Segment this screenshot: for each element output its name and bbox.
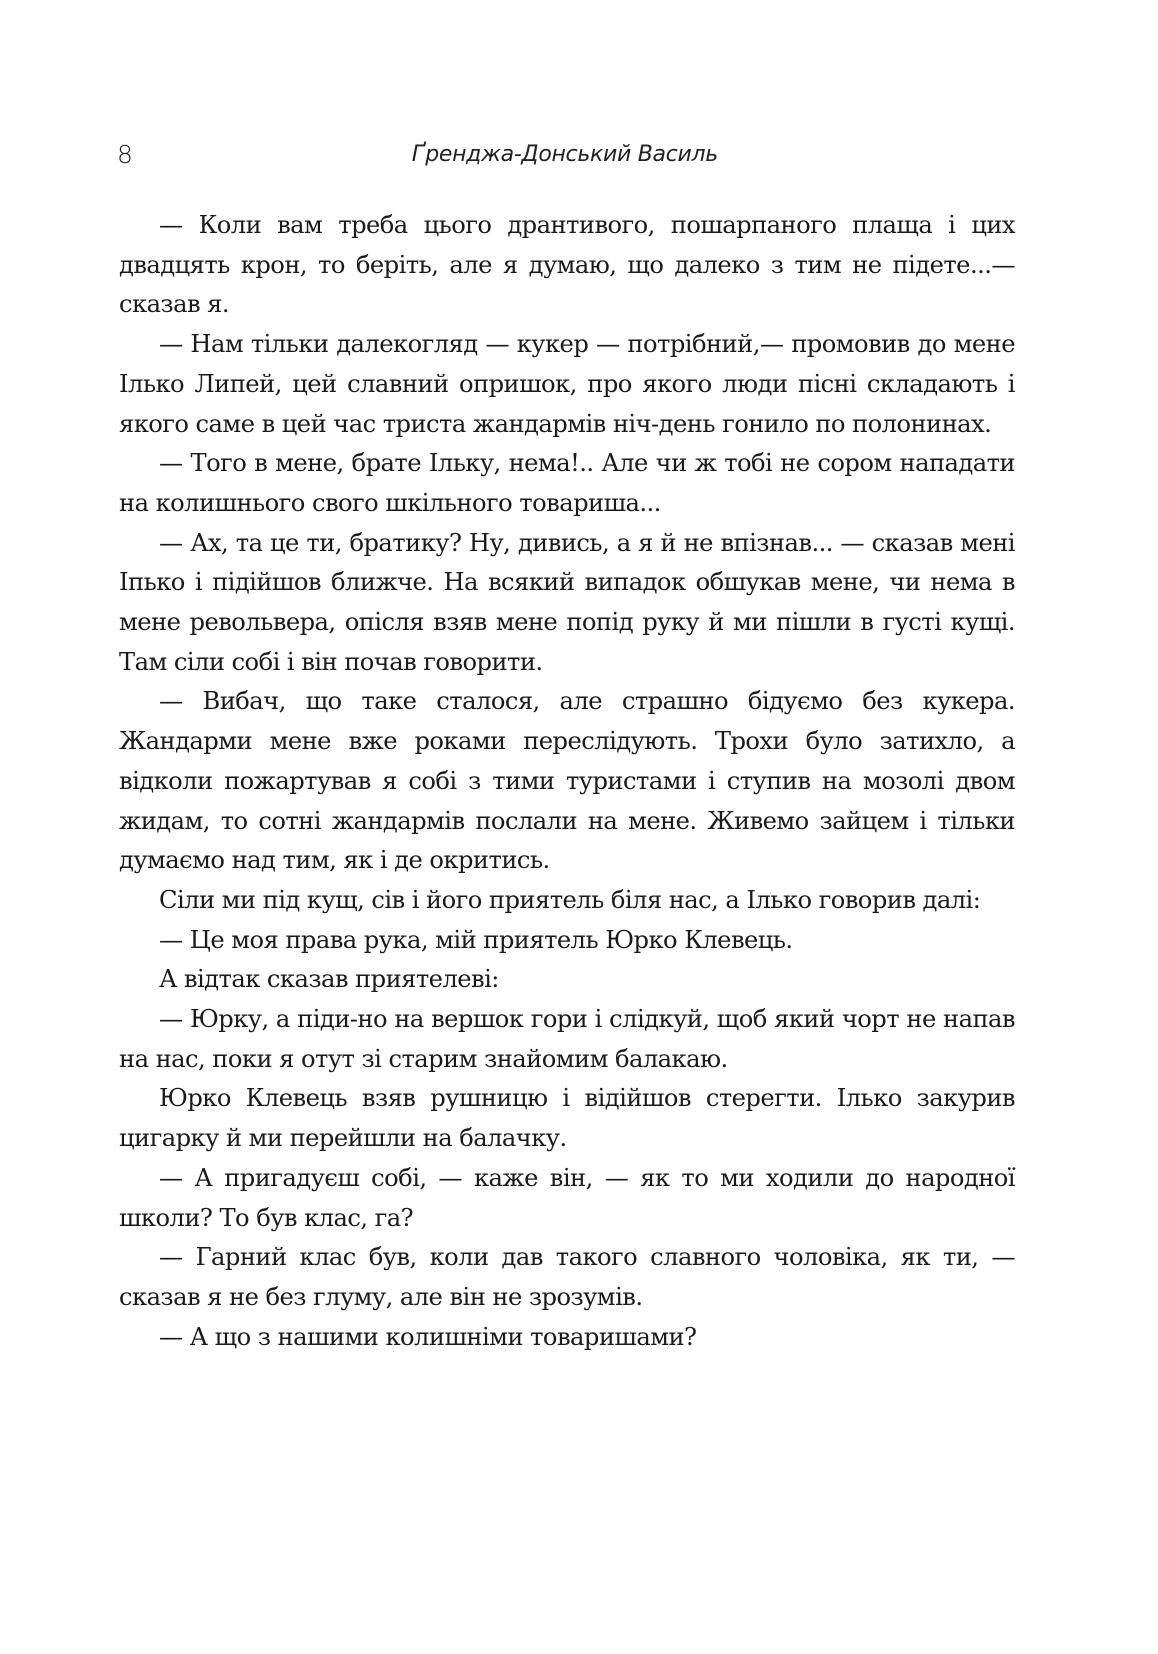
paragraph: — Юрку, а піди-но на вершок гори і слідкуй, щоб який чорт не напав на нас, поки я отут зі старим знайомим балакаю. (119, 1005, 1015, 1073)
paragraph: — Коли вам треба цього дрантивого, пошарпаного плаща і цих двадцять крон, то беріть, але я думаю, що далеко з тим не підете...— сказав я. (119, 211, 1015, 319)
body-text (119, 206, 1015, 1357)
paragraph: Сіли ми під кущ, сів і його приятель біля нас, а Ілько говорив далі: (159, 885, 981, 914)
paragraph: — Гарний клас був, коли дав такого славного чоловіка, як ти, — сказав я не без глуму, але він не зрозумів. (119, 1243, 1015, 1311)
paragraph: — А пригадуєш собі, — каже він, — як то ми ходили до народної школи? То був клас, га? (119, 1163, 1015, 1232)
paragraph: Юрко Клевець взяв рушницю і відійшов стерегти. Ілько закурив цигарку й ми перейшли на балачку. (119, 1084, 1015, 1153)
paragraph: — А що з нашими колишніми товаришами? (159, 1322, 697, 1351)
paragraph: — Вибач, що таке сталося, але страшно бідуємо без кукера. Жандарми мене вже роками переслідують. Трохи було затихло, а відколи пожартував я собі з тими туристами і ступив на мозолі двом жидам, то сотні жандармів послали на мене. Живемо зайцем і тільки думаємо над тим, як і де окритись. (119, 687, 1015, 875)
page-number: 8 (117, 140, 133, 169)
paragraph: — Ах, та це ти, братику? Ну, дивись, а я й не впізнав... — сказав мені Іпько і підійшов ближче. На всякий випадок обшукав мене, чи нема в мене револьвера, опісля взяв мене попід руку й ми пішли в густі кущі. Там сіли собі і він почав говорити. (119, 528, 1015, 676)
paragraph: — Це моя права рука, мій приятель Юрко Клевець. (159, 925, 793, 954)
paragraph: А відтак сказав приятелеві: (159, 965, 499, 994)
running-title: Ґренджа-Донський Василь (412, 142, 718, 167)
running-header (117, 140, 1013, 180)
paragraph: — Того в мене, брате Ільку, нема!.. Але чи ж тобі не сором нападати на колишнього свого шкільного товариша... (119, 449, 1015, 517)
paragraph: — Нам тільки далекогляд — кукер — потрібний,— промовив до мене Ілько Липей, цей славний опришок, про якого люди пісні складають і якого саме в цей час триста жандармів ніч-день гонило по полонинах. (119, 330, 1015, 438)
